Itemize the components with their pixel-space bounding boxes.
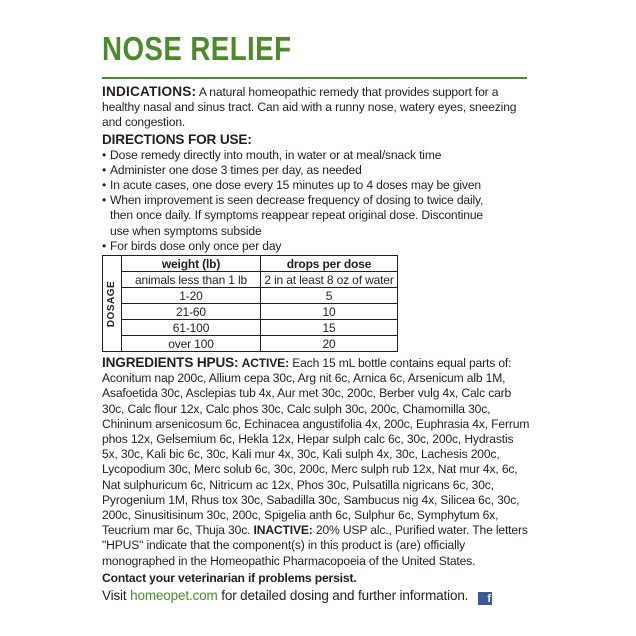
direction-item: • Dose remedy directly into mouth, in water or at meal/snack time	[102, 147, 442, 162]
inactive-ingredients-text: 20% USP alc., Purified water. The letters "HPUS" indicate that the component(s) in this product is (are) officially monographed in the Homeopathic Pharmacopoeia of the United States.	[102, 523, 528, 568]
ingredients-heading: INGREDIENTS HPUS:	[102, 355, 239, 371]
direction-item-continued: use when symptoms subside	[110, 223, 262, 238]
direction-item: • In acute cases, one dose every 15 minutes up to 4 doses may be given	[102, 178, 481, 193]
drops-cell: 10	[261, 304, 398, 320]
contact-vet-notice: Contact your veterinarian if problems persist.	[102, 570, 357, 585]
title-divider	[102, 77, 527, 79]
weight-cell: 61-100	[122, 320, 261, 336]
dosage-table-wrapper	[102, 255, 532, 354]
weight-cell: over 100	[122, 336, 261, 352]
table-row	[103, 288, 398, 304]
product-label	[102, 30, 532, 605]
website-link[interactable]: homeopet.com	[130, 588, 218, 604]
drops-cell: 15	[261, 320, 398, 336]
dosage-header-row	[103, 256, 398, 272]
table-row	[103, 304, 398, 320]
active-ingredients-text: Each 15 mL bottle contains equal parts of: Aconitum nap 200c, Allium cepa 30c, Arg nit 6c, Arnica 6c, Arsenicum alb 1M, Asafoetida 30c, Asclepias tub 4x, Aur met 30c, 200c, Berber vulg 4x, Calc carb 30c, Calc flour 12x, Calc phos 30c, Calc sulph 30c, 200c, Chamomilla 30c, Chininum arsenicosum 6c, Echinacea angustifolia 4x, 200c, Euphrasia 4x, Ferrum phos 12x, Gelsemium 6c, Hekla 12x, Hepar sulph calc 6c, 30c, 200c, Hydrastis 5x, 30c, Kali bic 6c, 30c, Kali mur 4x, 30c, Kali sulph 4x, 30c, Lachesis 200c, Lycopodium 30c, Merc solub 6c, 30c, 200c, Merc sulph rub 12x, Nat mur 4x, 6c, Nat sulphuricum 6c, Nitricum ac 12x, Phos 30c, Pulsatilla nigricans 6c, 30c, Pyrogenium 1M, Rhus tox 30c, Sabadilla 30c, Sambucus nig 4x, Silicea 6c, 30c, 200c, Sinusitisinum 30c, 200c, Spigelia anth 6c, Sulphur 6c, Symphytum 6x, Teucrium mar 6c, Thuja 30c.	[102, 356, 530, 538]
drops-cell: 5	[261, 288, 398, 304]
indications-heading: INDICATIONS:	[102, 84, 197, 99]
weight-header: weight (lb)	[122, 256, 261, 272]
table-row	[103, 336, 398, 352]
dosage-side-label: DOSAGE	[103, 256, 122, 352]
indications-text: A natural homeopathic remedy that provides support for a healthy nasal and sinus tract. Can aid with a runny nose, watery eyes, sneezing and congestion.	[102, 85, 517, 130]
visit-suffix: for detailed dosing and further information.	[221, 588, 469, 604]
drops-header: drops per dose	[261, 256, 398, 272]
product-title: NOSE RELIEF	[102, 30, 292, 67]
weight-cell: animals less than 1 lb	[122, 272, 261, 288]
active-label: ACTIVE:	[241, 356, 289, 371]
direction-item-continued: then once daily. If symptoms reappear repeat original dose. Discontinue	[110, 208, 483, 223]
indications-paragraph	[102, 84, 532, 131]
dosage-table	[102, 255, 398, 352]
table-row	[103, 320, 398, 336]
facebook-icon[interactable]: f	[478, 592, 492, 605]
weight-cell: 21-60	[122, 304, 261, 320]
visit-prefix: Visit	[102, 588, 127, 604]
direction-item: • Administer one dose 3 times per day, as needed	[102, 162, 362, 177]
directions-heading: DIRECTIONS FOR USE:	[102, 131, 252, 147]
ingredients-paragraph	[102, 355, 532, 569]
direction-item: • For birds dose only once per day	[102, 238, 282, 253]
inactive-label: INACTIVE:	[253, 523, 313, 538]
table-row	[103, 272, 398, 288]
direction-item: • When improvement is seen decrease frequency of dosing to twice daily, then once daily. If symptoms reappear repeat original dose. Discontinue use when symptoms subside	[102, 193, 532, 239]
weight-cell: 1-20	[122, 288, 261, 304]
visit-line	[102, 587, 532, 605]
drops-cell: 20	[261, 336, 398, 352]
drops-cell: 2 in at least 8 oz of water	[261, 272, 398, 288]
